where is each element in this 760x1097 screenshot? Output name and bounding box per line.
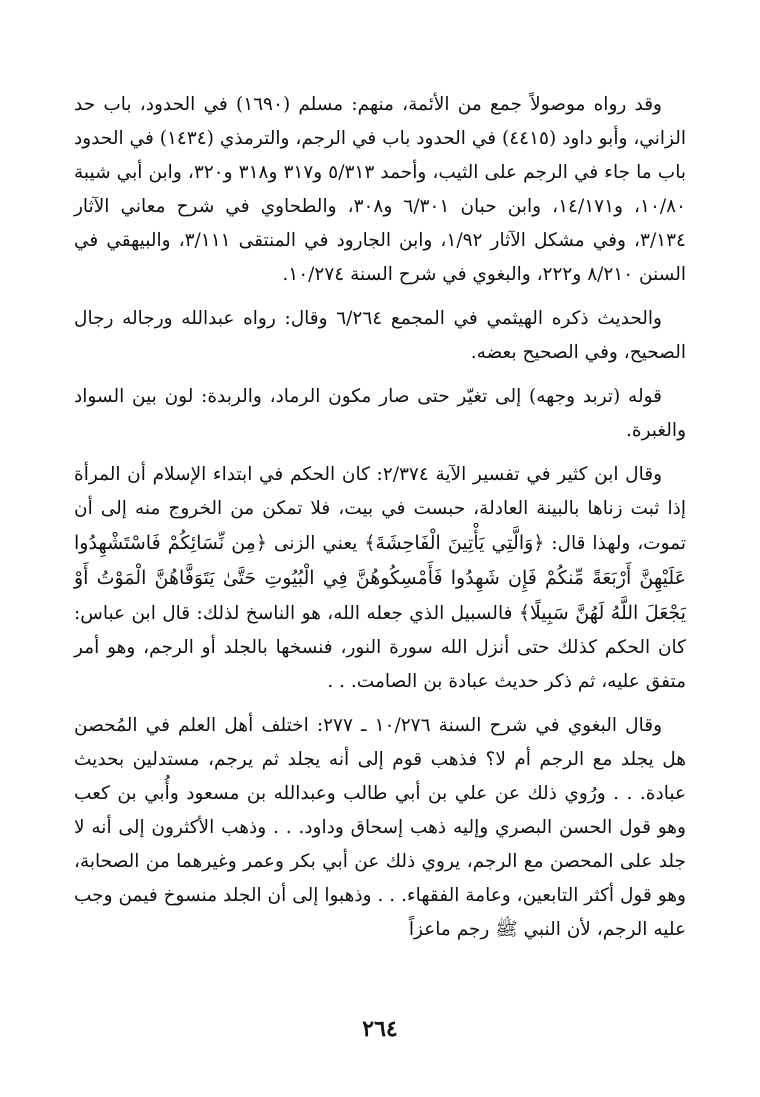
ibn-kathir-text-middle: يعني الزنى [267,533,365,554]
ibn-kathir-text-after: فالسبيل الذي جعله الله، هو الناسخ لذلك: قال ابن عباس: كان الحكم كذلك حتى أنزل الله سورة النور، فنسخها بالجلد أو الرجم، وهو أمر متفق عليه، ثم ذكر حديث عبادة بن الصامت. . . [74,603,686,692]
page-number: ٢٦٤ [362,1016,398,1042]
paragraph-ibn-kathir [74,458,686,699]
paragraph-hadith-sources: وقد رواه موصولاً جمع من الأئمة، منهم: مسلم (١٦٩٠) في الحدود، باب حد الزاني، وأبو داود (٤٤١٥) في الحدود باب في الرجم، والترمذي (١٤٣٤) في الحدود باب ما جاء في الرجم على الثيب، وأحمد ٥/٣١٣ و٣١٧ و٣١٨ و٣٢٠، وابن أبي شيبة ١٠/٨٠، و١٤/١٧١، وابن حبان ٦/٣٠١ و٣٠٨، والطحاوي في شرح معاني الآثار ٣/١٣٤، وفي مشكل الآثار ١/٩٢، وابن الجارود في المنتقى ٣/١١١، والبيهقي في السنن ٨/٢١٠ و٢٢٢، والبغوي في شرح السنة ١٠/٢٧٤. [74,94,686,285]
page-body [74,88,686,957]
quran-verse-2: ﴿مِن نِّسَائِكُمْ فَاسْتَشْهِدُوا عَلَيْهِنَّ أَرْبَعَةً مِّنكُمْ فَإِن شَهِدُوا فَأَمْسِكُوهُنَّ فِي الْبُيُوتِ حَتَّىٰ يَتَوَفَّاهُنَّ الْمَوْتُ أَوْ يَجْعَلَ اللَّهُ لَهُنَّ سَبِيلًا﴾ [74,532,686,624]
paragraph-baghawi: وقال البغوي في شرح السنة ١٠/٢٧٦ ـ ٢٧٧: اختلف أهل العلم في المُحصن هل يجلد مع الرجم أم لا؟ فذهب قوم إلى أنه يجلد ثم يرجم، مستدلين بحديث عبادة. . . ورُوي ذلك عن علي بن أبي طالب وعبدالله بن مسعود وأُبي بن كعب وهو قول الحسن البصري وإليه ذهب إسحاق وداود. . . وذهب الأكثرون إلى أنه لا جلد على المحصن مع الرجم، يروي ذلك عن أبي بكر وعمر وغيرهما من الصحابة، وهو قول أكثر التابعين، وعامة الفقهاء. . . وذهبوا إلى أن الجلد منسوخ فيمن وجب عليه الرجم، لأن النبي ﷺ رجم ماعزاً [74,715,686,940]
paragraph-definition: قوله (تربد وجهه) إلى تغيّر حتى صار مكون الرماد، والربدة: لون بين السواد والغبرة. [74,386,686,441]
ibn-kathir-text-before: وقال ابن كثير في تفسير الآية ٢/٣٧٤: كان الحكم في ابتداء الإسلام أن المرأة إذا ثبت زناها بالبينة العادلة، حبست في بيت، فلا تمكن من الخروج منه إلى أن تموت، ولهذا قال: [74,464,686,554]
quran-verse-1: ﴿وَالَّتِي يَأْتِينَ الْفَاحِشَةَ﴾ [364,532,545,554]
paragraph-haythami: والحديث ذكره الهيثمي في المجمع ٦/٢٦٤ وقال: رواه عبدالله ورجاله رجال الصحيح، وفي الصحيح بعضه. [74,308,686,363]
